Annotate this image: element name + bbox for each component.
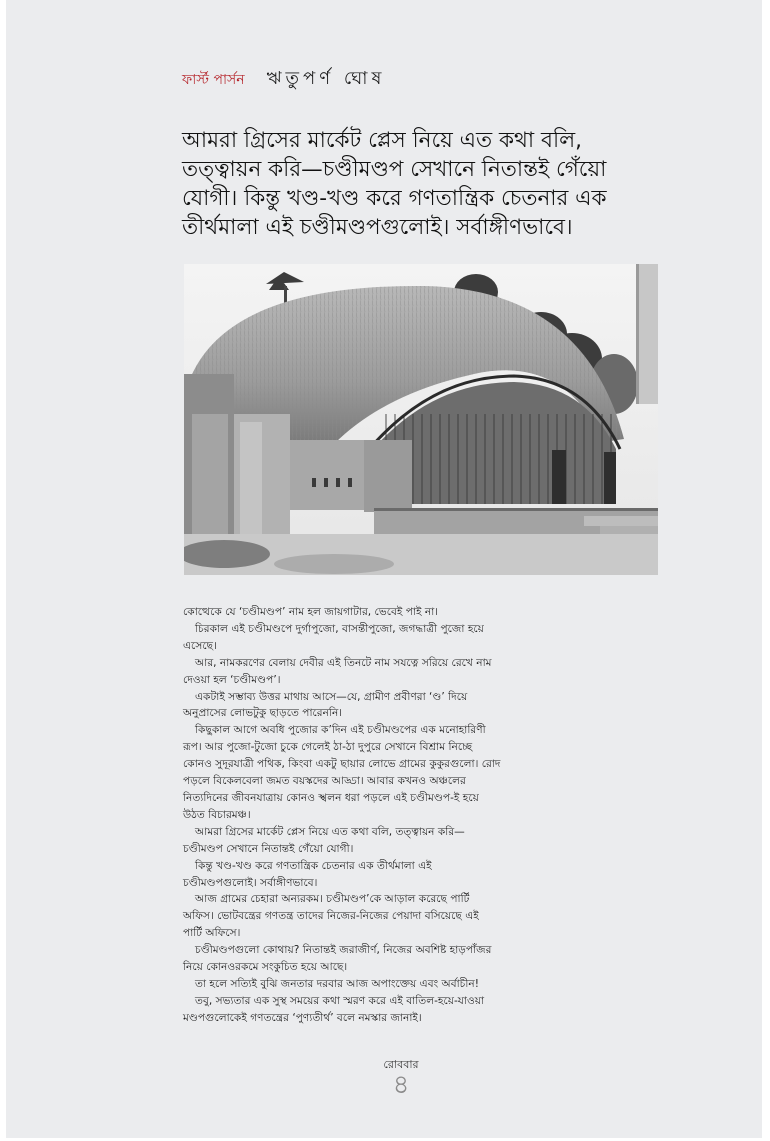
paragraph: চণ্ডীমণ্ডপগুলো কোথায়? নিতান্তই জরাজীর্ণ, নিজের অবশিষ্ট হাড়পাঁজর নিয়ে কোনওরকমে সংকুচিত হয়ে আছে।	[183, 944, 492, 974]
magazine-page	[6, 0, 762, 1138]
section-label: ফার্স্ট পার্সন	[182, 72, 245, 88]
page-number: ৪	[392, 1070, 410, 1100]
publication-name: রোববার	[383, 1058, 419, 1071]
paragraph: তা হলে সত্যিই বুঝি জনতার দরবার আজ অপাংক্তেয় এবং অর্বাচীন!	[195, 977, 479, 990]
paragraph: কিন্তু খণ্ড-খণ্ড করে গণতান্ত্রিক চেতনার এক তীর্থমালা এই চণ্ডীমণ্ডপগুলোই। সর্বাঙ্গীণভাবে।	[183, 859, 432, 889]
paragraph: একটাই সম্ভাব্য উত্তর মাথায় আসে—যে, গ্রামীণ প্রবীণরা ‘ণ্ড’ দিয়ে অনুপ্রাসের লোভটুকু ছাড়তে পারেননি।	[183, 690, 468, 720]
paragraph: তবু, সভ্যতার এক সুস্থ সময়ের কথা স্মরণ করে এই বাতিল-হয়ে-যাওয়া মণ্ডপগুলোকেই গণতন্ত্রের ‘পুণ্যতীর্থ’ বলে নমস্কার জানাই।	[183, 994, 485, 1024]
paragraph: কিছুকাল আগে অবধি পুজোর ক’দিন এই চণ্ডীমণ্ডপের এক মনোহারিণী রূপ। আর পুজো-টুজো চুকে গেলেই ঠা-ঠা দুপুরে সেখানে বিশ্রাম নিচ্ছে কোনও সুদূরযাত্রী পথিক, কিংবা একটু ছায়ার লোভে গ্রামের কুকুরগুলো। রোদ পড়লে বিকেলবেলা জমত বয়স্কদের আড্ডা। আবার কখনও অঞ্চলের নিত্যদিনের জীবনযাত্রায় কোনও স্খলন ধরা পড়লে এই চণ্ডীমণ্ডপ-ই হয়ে উঠত বিচারমঞ্চ।	[183, 724, 501, 821]
page-header	[182, 64, 385, 95]
paragraph: কোত্থেকে যে ‘চণ্ডীমণ্ডপ’ নাম হল জায়গাটার, ভেবেই পাই না।	[183, 606, 439, 618]
paragraph: আমরা গ্রিসের মার্কেট প্লেস নিয়ে এত কথা বলি, তত্ত্বায়ন করি—চণ্ডীমণ্ডপ সেখানে নিতান্তই গেঁয়ো যোগী।	[183, 825, 465, 855]
paragraph: আর, নামকরণের বেলায় দেবীর এই তিনটে নাম সযত্নে সরিয়ে রেখে নাম দেওয়া হল ‘চণ্ডীমণ্ডপ’।	[183, 656, 492, 686]
paragraph: চিরকাল এই চণ্ডীমণ্ডপে দুর্গাপুজো, বাসন্তীপুজো, জগদ্ধাত্রী পুজো হয়ে এসেছে।	[183, 622, 484, 652]
article-body	[183, 604, 501, 1027]
page-folio	[256, 1058, 546, 1098]
chandimandap-photo	[184, 264, 658, 575]
paragraph: আজ গ্রামের চেহারা অন্যরকম। চণ্ডীমণ্ডপ’কে আড়াল করেছে পার্টি অফিস। ভোটবন্ত্রের গণতন্ত্র তাদের নিজের-নিজের পেয়াদা বসিয়েছে এই পার্টি অফিসে।	[183, 893, 479, 940]
author-name: ঋতুপর্ণ ঘোষ	[266, 68, 386, 89]
pull-quote: আমরা গ্রিসের মার্কেট প্লেস নিয়ে এত কথা বলি, তত্ত্বায়ন করি—চণ্ডীমণ্ডপ সেখানে নিতান্তই গেঁয়ো যোগী। কিন্তু খণ্ড-খণ্ড করে গণতান্ত্রিক চেতনার এক তীর্থমালা এই চণ্ডীমণ্ডপগুলোই। সর্বাঙ্গীণভাবে।	[182, 128, 607, 240]
